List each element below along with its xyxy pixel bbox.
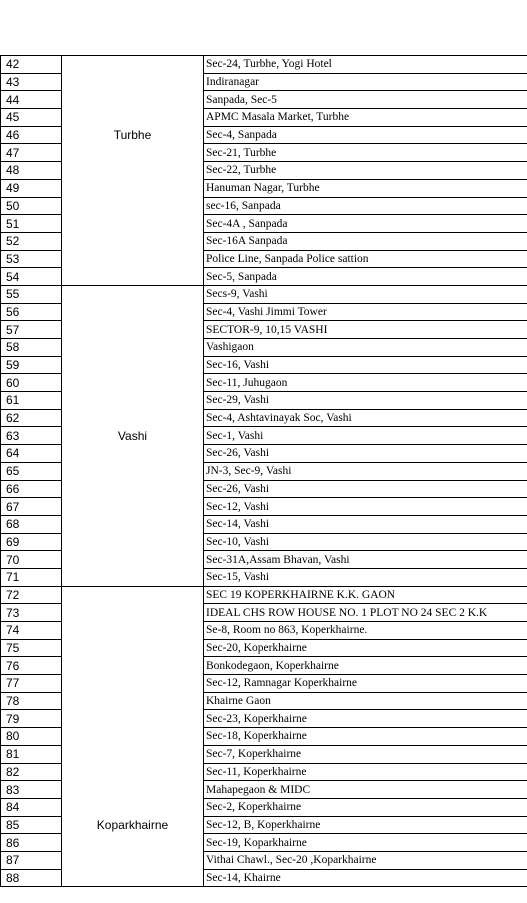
location-cell: Secs-9, Vashi bbox=[204, 285, 527, 303]
area-cell bbox=[62, 798, 204, 816]
area-cell bbox=[62, 551, 204, 569]
area-cell bbox=[62, 781, 204, 799]
table-row bbox=[1, 339, 527, 357]
area-cell bbox=[62, 622, 204, 640]
location-cell: Mahapegaon & MIDC bbox=[204, 781, 527, 799]
location-cell: Sec-16, Vashi bbox=[204, 356, 527, 374]
table-row bbox=[1, 851, 527, 869]
serial-number-cell: 71 bbox=[1, 568, 62, 586]
serial-number-cell: 87 bbox=[1, 851, 62, 869]
location-cell: JN-3, Sec-9, Vashi bbox=[204, 462, 527, 480]
location-cell: SEC 19 KOPERKHAIRNE K.K. GAON bbox=[204, 586, 527, 604]
area-cell bbox=[62, 445, 204, 463]
area-cell bbox=[62, 692, 204, 710]
serial-number-cell: 74 bbox=[1, 622, 62, 640]
serial-number-cell: 51 bbox=[1, 215, 62, 233]
location-cell: Sec-21, Turbhe bbox=[204, 144, 527, 162]
serial-number-cell: 68 bbox=[1, 515, 62, 533]
location-cell: Bonkodegaon, Koperkhairne bbox=[204, 657, 527, 675]
location-cell: Sec-29, Vashi bbox=[204, 392, 527, 410]
serial-number-cell: 82 bbox=[1, 763, 62, 781]
table-row bbox=[1, 197, 527, 215]
table-row bbox=[1, 763, 527, 781]
table-row bbox=[1, 91, 527, 109]
area-cell bbox=[62, 568, 204, 586]
location-cell: Se-8, Room no 863, Koperkhairne. bbox=[204, 622, 527, 640]
serial-number-cell: 52 bbox=[1, 232, 62, 250]
serial-number-cell: 64 bbox=[1, 445, 62, 463]
serial-number-cell: 58 bbox=[1, 339, 62, 357]
area-name: Koparkhairne bbox=[62, 816, 204, 834]
table-row bbox=[1, 250, 527, 268]
area-cell bbox=[62, 515, 204, 533]
table-row bbox=[1, 498, 527, 516]
serial-number-cell: 59 bbox=[1, 356, 62, 374]
serial-number-cell: 86 bbox=[1, 834, 62, 852]
location-cell: APMC Masala Market, Turbhe bbox=[204, 109, 527, 127]
location-cell: Sec-31A,Assam Bhavan, Vashi bbox=[204, 551, 527, 569]
location-cell: Indiranagar bbox=[204, 73, 527, 91]
table-row bbox=[1, 303, 527, 321]
serial-number-cell: 78 bbox=[1, 692, 62, 710]
area-cell bbox=[62, 462, 204, 480]
area-cell bbox=[62, 285, 204, 303]
table-row bbox=[1, 427, 527, 445]
location-cell: Sec-16A Sanpada bbox=[204, 232, 527, 250]
table-row bbox=[1, 126, 527, 144]
serial-number-cell: 47 bbox=[1, 144, 62, 162]
location-cell: Police Line, Sanpada Police sattion bbox=[204, 250, 527, 268]
area-cell bbox=[62, 232, 204, 250]
serial-number-cell: 80 bbox=[1, 728, 62, 746]
table-row bbox=[1, 179, 527, 197]
location-cell: Sec-14, Vashi bbox=[204, 515, 527, 533]
location-cell: Sec-24, Turbhe, Yogi Hotel bbox=[204, 56, 527, 74]
table-row bbox=[1, 551, 527, 569]
serial-number-cell: 73 bbox=[1, 604, 62, 622]
location-cell: Sec-11, Juhugaon bbox=[204, 374, 527, 392]
serial-number-cell: 61 bbox=[1, 392, 62, 410]
table-row bbox=[1, 657, 527, 675]
table-row bbox=[1, 268, 527, 286]
location-cell: Vashigaon bbox=[204, 339, 527, 357]
table-row bbox=[1, 73, 527, 91]
serial-number-cell: 46 bbox=[1, 126, 62, 144]
area-cell bbox=[62, 728, 204, 746]
serial-number-cell: 66 bbox=[1, 480, 62, 498]
location-cell: Sec-10, Vashi bbox=[204, 533, 527, 551]
area-cell bbox=[62, 763, 204, 781]
table-row bbox=[1, 604, 527, 622]
serial-number-cell: 60 bbox=[1, 374, 62, 392]
location-cell: sec-16, Sanpada bbox=[204, 197, 527, 215]
serial-number-cell: 81 bbox=[1, 745, 62, 763]
location-cell: Sec-4, Vashi Jimmi Tower bbox=[204, 303, 527, 321]
location-cell: IDEAL CHS ROW HOUSE NO. 1 PLOT NO 24 SEC 2 K.K bbox=[204, 604, 527, 622]
table-row bbox=[1, 392, 527, 410]
area-cell bbox=[62, 851, 204, 869]
location-cell: Sec-20, Koperkhairne bbox=[204, 639, 527, 657]
location-cell: Sec-12, Vashi bbox=[204, 498, 527, 516]
table-row bbox=[1, 162, 527, 180]
area-cell bbox=[62, 392, 204, 410]
table-row bbox=[1, 781, 527, 799]
area-cell bbox=[62, 675, 204, 693]
area-cell bbox=[62, 73, 204, 91]
location-cell: Sec-26, Vashi bbox=[204, 480, 527, 498]
serial-number-cell: 42 bbox=[1, 56, 62, 74]
area-cell bbox=[62, 657, 204, 675]
table-row bbox=[1, 745, 527, 763]
location-cell: Sec-4, Sanpada bbox=[204, 126, 527, 144]
serial-number-cell: 84 bbox=[1, 798, 62, 816]
location-cell: Sec-14, Khairne bbox=[204, 869, 527, 887]
area-cell bbox=[62, 409, 204, 427]
area-cell bbox=[62, 303, 204, 321]
area-cell bbox=[62, 339, 204, 357]
area-cell bbox=[62, 586, 204, 604]
serial-number-cell: 44 bbox=[1, 91, 62, 109]
serial-number-cell: 48 bbox=[1, 162, 62, 180]
table-row bbox=[1, 445, 527, 463]
location-cell: Sec-11, Koperkhairne bbox=[204, 763, 527, 781]
serial-number-cell: 83 bbox=[1, 781, 62, 799]
serial-number-cell: 76 bbox=[1, 657, 62, 675]
serial-number-cell: 50 bbox=[1, 197, 62, 215]
table-row bbox=[1, 639, 527, 657]
serial-number-cell: 53 bbox=[1, 250, 62, 268]
table-row bbox=[1, 480, 527, 498]
table-row bbox=[1, 533, 527, 551]
serial-number-cell: 49 bbox=[1, 179, 62, 197]
area-cell bbox=[62, 834, 204, 852]
location-cell: Sec-26, Vashi bbox=[204, 445, 527, 463]
serial-number-cell: 79 bbox=[1, 710, 62, 728]
table-row bbox=[1, 816, 527, 834]
area-cell bbox=[62, 710, 204, 728]
area-cell bbox=[62, 215, 204, 233]
area-cell bbox=[62, 144, 204, 162]
location-cell: Sec-12, B, Koperkhairne bbox=[204, 816, 527, 834]
table-row bbox=[1, 232, 527, 250]
table-row bbox=[1, 834, 527, 852]
location-cell: Sec-12, Ramnagar Koperkhairne bbox=[204, 675, 527, 693]
serial-number-cell: 43 bbox=[1, 73, 62, 91]
area-cell bbox=[62, 374, 204, 392]
location-cell: Sec-18, Koperkhairne bbox=[204, 728, 527, 746]
area-cell bbox=[62, 498, 204, 516]
area-cell bbox=[62, 480, 204, 498]
table-row bbox=[1, 869, 527, 887]
area-cell bbox=[62, 745, 204, 763]
serial-number-cell: 56 bbox=[1, 303, 62, 321]
location-cell: Sec-22, Turbhe bbox=[204, 162, 527, 180]
table-row bbox=[1, 675, 527, 693]
serial-number-cell: 85 bbox=[1, 816, 62, 834]
location-cell: Vithai Chawl., Sec-20 ,Koparkhairne bbox=[204, 851, 527, 869]
locations-table bbox=[0, 55, 527, 887]
serial-number-cell: 55 bbox=[1, 285, 62, 303]
area-cell bbox=[62, 109, 204, 127]
table-row bbox=[1, 374, 527, 392]
area-cell bbox=[62, 197, 204, 215]
table-row bbox=[1, 622, 527, 640]
location-cell: Sec-2, Koperkhairne bbox=[204, 798, 527, 816]
location-cell: Sec-4, Ashtavinayak Soc, Vashi bbox=[204, 409, 527, 427]
serial-number-cell: 62 bbox=[1, 409, 62, 427]
location-cell: Khairne Gaon bbox=[204, 692, 527, 710]
table-body bbox=[1, 56, 527, 887]
location-cell: Sec-15, Vashi bbox=[204, 568, 527, 586]
area-cell bbox=[62, 639, 204, 657]
serial-number-cell: 65 bbox=[1, 462, 62, 480]
table-row bbox=[1, 710, 527, 728]
area-cell bbox=[62, 162, 204, 180]
serial-number-cell: 67 bbox=[1, 498, 62, 516]
table-row bbox=[1, 798, 527, 816]
serial-number-cell: 70 bbox=[1, 551, 62, 569]
area-cell bbox=[62, 179, 204, 197]
area-cell bbox=[62, 869, 204, 887]
serial-number-cell: 69 bbox=[1, 533, 62, 551]
area-name: Vashi bbox=[62, 427, 204, 445]
location-cell: Sec-19, Koparkhairne bbox=[204, 834, 527, 852]
location-cell: Sec-7, Koperkhairne bbox=[204, 745, 527, 763]
location-cell: Sec-1, Vashi bbox=[204, 427, 527, 445]
location-cell: Hanuman Nagar, Turbhe bbox=[204, 179, 527, 197]
area-cell bbox=[62, 604, 204, 622]
table-row bbox=[1, 409, 527, 427]
serial-number-cell: 57 bbox=[1, 321, 62, 339]
serial-number-cell: 88 bbox=[1, 869, 62, 887]
area-cell bbox=[62, 56, 204, 74]
table-row bbox=[1, 285, 527, 303]
location-cell: Sec-4A , Sanpada bbox=[204, 215, 527, 233]
area-cell bbox=[62, 268, 204, 286]
location-cell: Sec-23, Koperkhairne bbox=[204, 710, 527, 728]
table-row bbox=[1, 56, 527, 74]
serial-number-cell: 54 bbox=[1, 268, 62, 286]
area-cell bbox=[62, 321, 204, 339]
table-row bbox=[1, 692, 527, 710]
serial-number-cell: 75 bbox=[1, 639, 62, 657]
table-row bbox=[1, 462, 527, 480]
serial-number-cell: 72 bbox=[1, 586, 62, 604]
table-row bbox=[1, 144, 527, 162]
area-cell bbox=[62, 91, 204, 109]
table-row bbox=[1, 321, 527, 339]
location-cell: Sec-5, Sanpada bbox=[204, 268, 527, 286]
location-cell: Sanpada, Sec-5 bbox=[204, 91, 527, 109]
table-row bbox=[1, 586, 527, 604]
area-cell bbox=[62, 533, 204, 551]
table-row bbox=[1, 356, 527, 374]
table-row bbox=[1, 515, 527, 533]
location-cell: SECTOR-9, 10,15 VASHI bbox=[204, 321, 527, 339]
area-name: Turbhe bbox=[62, 126, 204, 144]
area-cell bbox=[62, 356, 204, 374]
area-cell bbox=[62, 250, 204, 268]
serial-number-cell: 63 bbox=[1, 427, 62, 445]
table-row bbox=[1, 568, 527, 586]
serial-number-cell: 77 bbox=[1, 675, 62, 693]
table-row bbox=[1, 728, 527, 746]
serial-number-cell: 45 bbox=[1, 109, 62, 127]
table-row bbox=[1, 215, 527, 233]
table-row bbox=[1, 109, 527, 127]
